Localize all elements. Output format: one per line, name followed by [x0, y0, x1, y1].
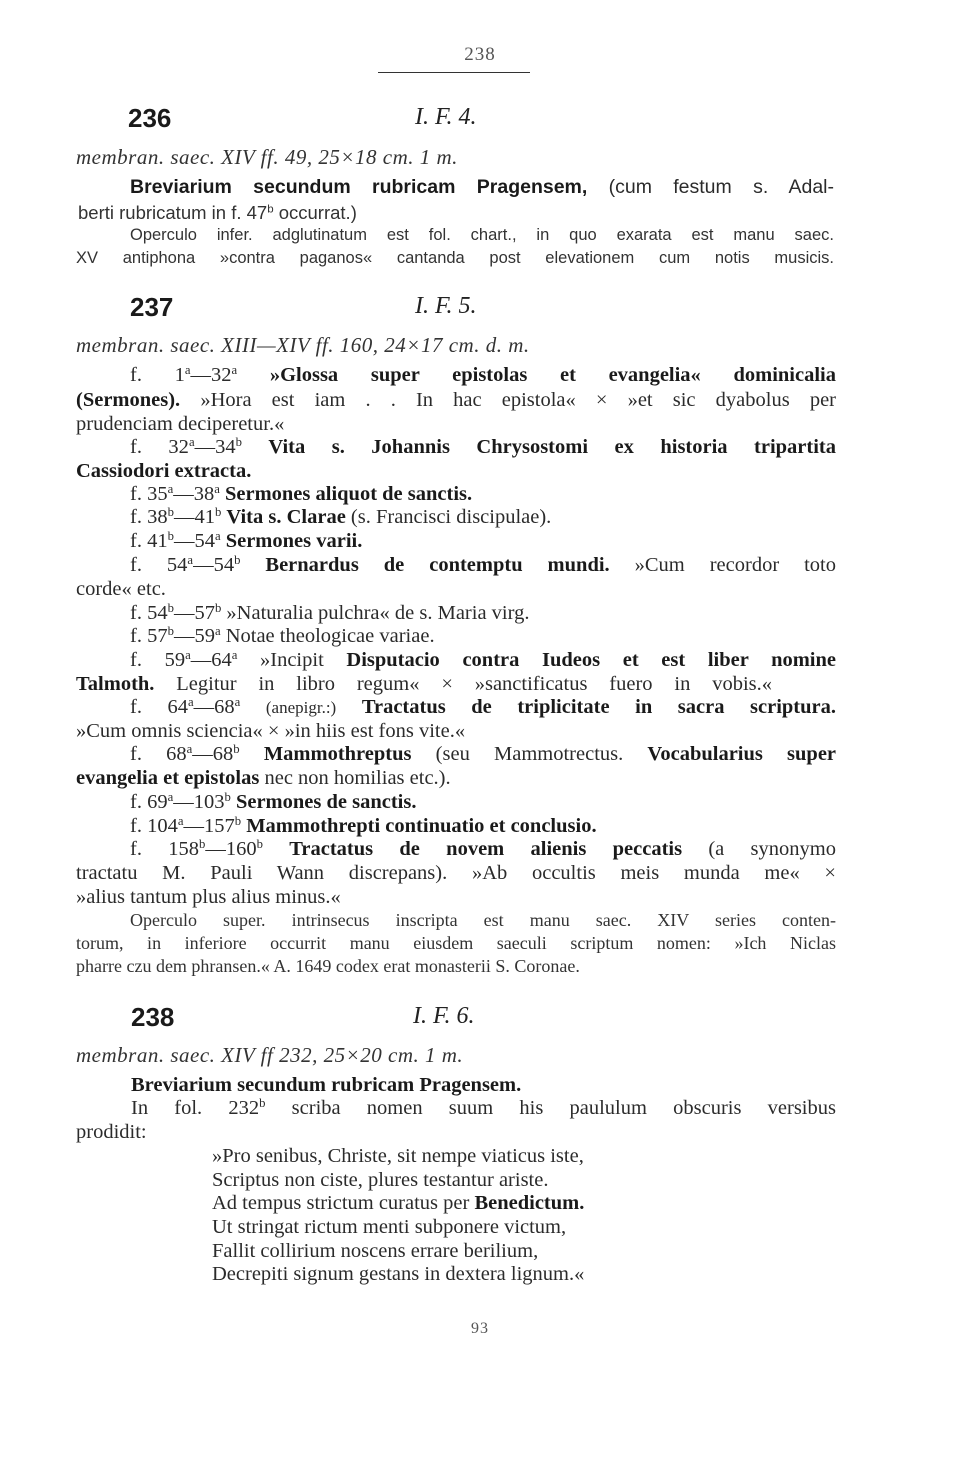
entry-line: prudenciam deciperetur.« [76, 413, 285, 435]
verse-line: »Pro senibus, Christe, sit nempe viaticus iste, [212, 1145, 584, 1167]
entry-line: Operculo super. intrinsecus inscripta est manu saec. XIV series conten- [130, 910, 836, 930]
entry-line: f. 158$^b$—160$^b$ Tractatus de novem alienis peccatis (a synonymo [130, 837, 836, 860]
entry-line: f. 1$^a$—32$^a$ »Glossa super epistolas et evangelia« dominicalia [130, 363, 836, 386]
verse-line: Fallit collirium noscens errare berilium, [212, 1240, 539, 1262]
sheet-number: 93 [471, 1320, 489, 1337]
entry-line: Operculo infer. adglutinatum est fol. chart., in quo exarata est manu saec. [130, 226, 834, 244]
codicological-meta: membran. saec. XIV ff 232, 25×20 cm. 1 m. [76, 1043, 464, 1067]
entry-line: »Cum omnis sciencia« × »in hiis est fons vite.« [76, 720, 466, 742]
entry-line: In fol. 232$^b$ scriba nomen suum his paululum obscuris versibus [131, 1096, 836, 1119]
entry-line: evangelia et epistolas nec non homilias etc.). [76, 767, 451, 789]
entry-number: 238 [131, 1002, 175, 1032]
entry-line: Breviarium secundum rubricam Pragensem. [131, 1074, 522, 1096]
entry-line: Breviarium secundum rubricam Pragensem, (cum festum s. Adal- [130, 176, 834, 198]
entry-line: f. 59$^a$—64$^a$ »Incipit Disputacio contra Iudeos et est liber nomine [130, 648, 837, 671]
entry-line: Talmoth. Legitur in libro regum« × »sanctificatus fuero in vobis.« [76, 673, 772, 695]
entry-line: f. 54$^b$—57$^b$ »Naturalia pulchra« de s. Maria virg. [130, 601, 530, 624]
entry-number: 236 [128, 103, 172, 133]
shelf-signature: I. F. 5. [415, 293, 477, 319]
entry-line: »alius tantum plus alius minus.« [76, 886, 341, 908]
codicological-meta: membran. saec. XIII—XIV ff. 160, 24×17 cm. d. m. [76, 333, 530, 357]
page-number: 238 [464, 44, 496, 65]
entry-line: corde« etc. [76, 578, 166, 600]
shelf-signature: I. F. 4. [415, 104, 477, 130]
entry-line: berti rubricatum in f. 47$^b$ occurrat.) [78, 202, 357, 223]
verse-line: Decrepiti signum gestans in dextera lignum.« [212, 1263, 585, 1285]
entry-line: f. 41$^b$—54$^a$ Sermones varii. [130, 529, 363, 552]
entry-line: f. 104$^a$—157$^b$ Mammothrepti continuatio et conclusio. [130, 814, 597, 837]
entry-line: f. 64$^a$—68$^a$ (anepigr.:) Tractatus de triplicitate in sacra scriptura. [130, 695, 837, 718]
verse-line: Ut stringat rictum menti subponere victum, [212, 1216, 567, 1238]
entry-line: Cassiodori extracta. [76, 460, 252, 482]
entry-line: f. 54$^a$—54$^b$ Bernardus de contemptu mundi. »Cum recordor toto [130, 553, 836, 576]
shelf-signature: I. F. 6. [413, 1003, 475, 1029]
header-rule [378, 72, 530, 73]
codicological-meta: membran. saec. XIV ff. 49, 25×18 cm. 1 m. [76, 145, 458, 169]
entry-number: 237 [130, 292, 174, 322]
entry-line: tractatu M. Pauli Wann discrepans). »Ab occultis meis munda me« × [76, 862, 836, 884]
entry-line: f. 68$^a$—68$^b$ Mammothreptus (seu Mammotrectus. Vocabularius super [130, 742, 837, 765]
entry-line: f. 32$^a$—34$^b$ Vita s. Johannis Chrysostomi ex historia tripartita [130, 435, 836, 458]
entry-line: torum, in inferiore occurrit manu eiusdem saeculi scriptum nomen: »Ich Niclas [76, 933, 836, 953]
entry-line: f. 38$^b$—41$^b$ Vita s. Clarae (s. Francisci discipulae). [130, 505, 552, 528]
entry-line: f. 69$^a$—103$^b$ Sermones de sanctis. [130, 790, 417, 813]
entry-line: f. 57$^b$—59$^a$ Notae theologicae variae. [130, 624, 435, 647]
entry-line: f. 35$^a$—38$^a$ Sermones aliquot de sanctis. [130, 482, 473, 505]
entry-line: XV antiphona »contra paganos« cantanda post elevationem cum notis musicis. [76, 249, 834, 267]
entry-line: pharre czu dem phransen.« A. 1649 codex erat monasterii S. Coronae. [76, 956, 580, 976]
entry-line: prodidit: [76, 1121, 147, 1143]
verse-line: Ad tempus strictum curatus per Benedictum. [212, 1192, 585, 1214]
entry-line: (Sermones). »Hora est iam . . In hac epistola« × »et sic dyabolus per [76, 389, 836, 411]
verse-line: Scriptus non ciste, plures testantur ariste. [212, 1169, 549, 1191]
